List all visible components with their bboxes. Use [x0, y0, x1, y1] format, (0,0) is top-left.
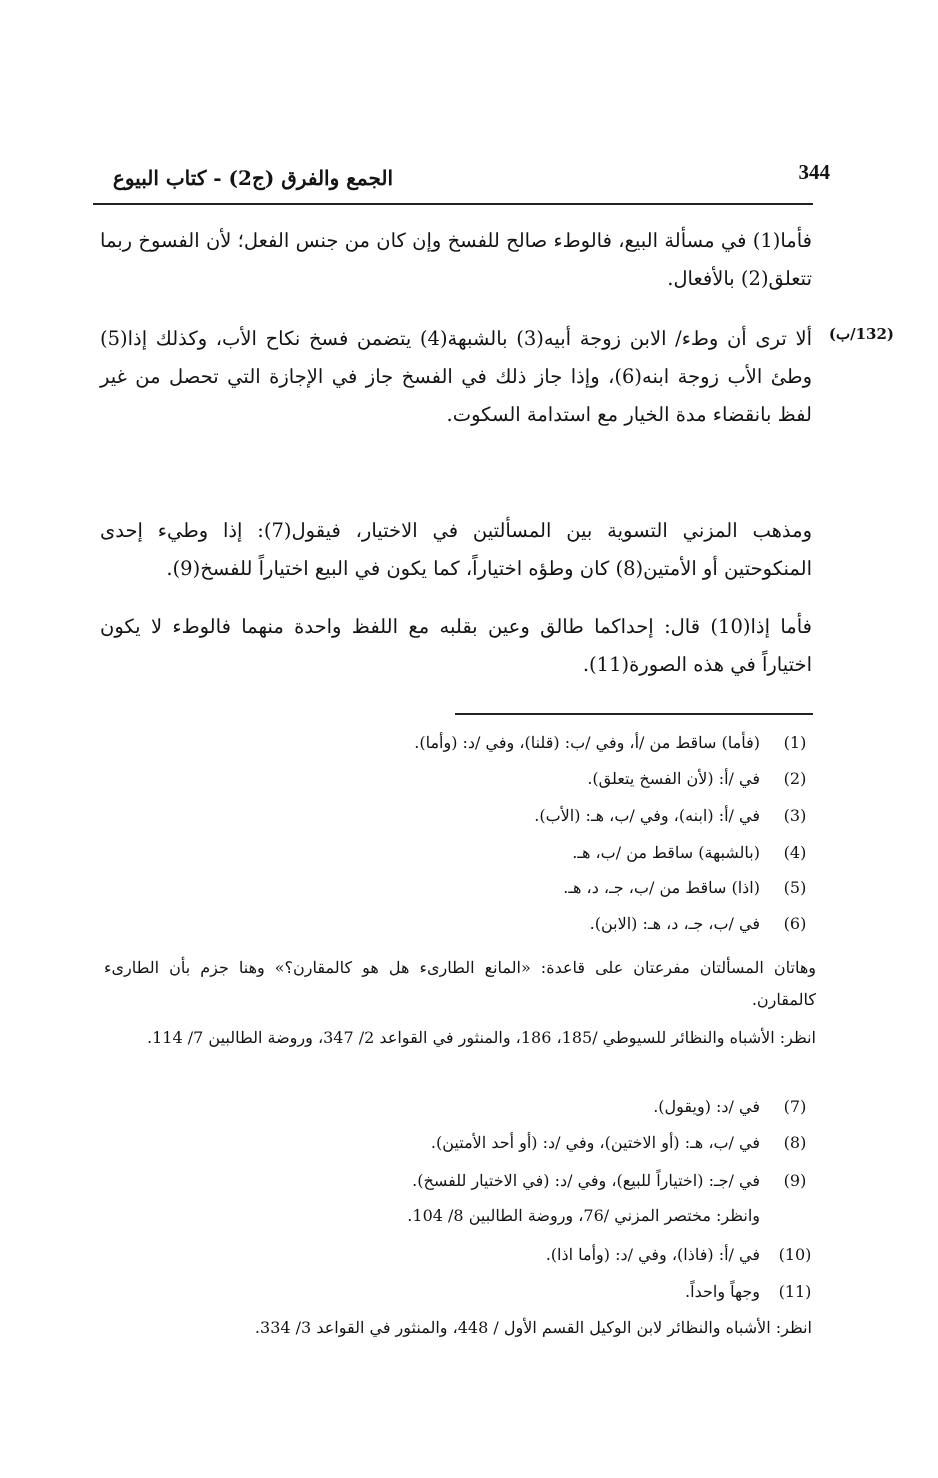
footnote-number: (10)	[778, 1245, 812, 1264]
footnote-text: وجهاً واحداً.	[685, 1282, 760, 1301]
footnote-text: في /ب، جـ، د، هـ: (الابن).	[589, 914, 760, 933]
footnote-number: (6)	[783, 914, 807, 933]
footnote-6-reference: انظر: الأشباه والنظائر للسيوطي /185، 186، والمنثور في القواعد 2/ 347، وروضة الطالبين 7/ 114.	[147, 1028, 816, 1047]
paragraph-3: ومذهب المزني التسوية بين المسألتين في الاختيار، فيقول(7): إذا وطيء إحدى المنكوحتين أو الأمتين(8) كان وطؤه اختياراً، كما يكون في البيع اختياراً للفسخ(9).	[100, 519, 812, 580]
footnote-number: (1)	[783, 733, 807, 752]
footnote-number: (8)	[783, 1133, 807, 1152]
footnote-5	[100, 873, 812, 903]
footnote-9	[100, 1166, 812, 1196]
footnote-4	[100, 838, 812, 868]
page-number: 344	[798, 160, 830, 184]
paragraph-4: فأما إذا(10) قال: إحداكما طالق وعين بقلبه مع اللفظ واحدة منهما فالوطء لا يكون اختياراً في هذه الصورة(11).	[100, 615, 812, 676]
footnote-10	[100, 1240, 812, 1270]
footnote-separator	[455, 713, 813, 715]
footnote-3	[100, 801, 812, 831]
paragraph-1: فأما(1) في مسألة البيع، فالوطء صالح للفسخ وإن كان من جنس الفعل؛ لأن الفسوخ ربما تتعلق(2) بالأفعال.	[100, 229, 812, 290]
footnote-number: (7)	[783, 1097, 807, 1116]
footnote-8	[100, 1128, 812, 1158]
footnote-text: في /د: (ويقول).	[653, 1097, 760, 1116]
footnote-6	[100, 909, 812, 939]
header-rule	[93, 203, 813, 205]
running-header-title: الجمع والفرق (ج2) - كتاب البيوع	[112, 166, 393, 190]
footnote-text: في /جـ: (اختياراً للبيع)، وفي /د: (في الاختيار للفسخ).	[412, 1171, 760, 1190]
footnote-text: (بالشبهة) ساقط من /ب، هـ.	[572, 843, 760, 862]
margin-folio-reference: (132/ب)	[828, 325, 894, 343]
footnote-number: (9)	[783, 1171, 807, 1190]
footnote-7	[100, 1092, 812, 1122]
footnote-text: في /أ: (فاذا)، وفي /د: (وأما اذا).	[545, 1245, 760, 1264]
footnote-number: (3)	[783, 806, 807, 825]
footnote-9-reference: وانظر: مختصر المزني /76، وروضة الطالبين 8/ 104.	[407, 1206, 760, 1225]
footnote-text: في /أ: (ابنه)، وفي /ب، هـ: (الأب).	[534, 806, 760, 825]
footnote-number: (2)	[783, 769, 807, 788]
paragraph-2: ألا ترى أن وطء/ الابن زوجة أبيه(3) بالشبهة(4) يتضمن فسخ نكاح الأب، وكذلك إذا(5) وطئ الأب زوجة ابنه(6)، وإذا جاز ذلك في الفسخ جاز في الإجازة التي تحصل من غير لفظ بانقضاء مدة الخيار مع استدامة السكوت.	[100, 327, 812, 426]
footnote-number: (4)	[783, 843, 807, 862]
footnote-text: في /أ: (لأن الفسخ يتعلق).	[587, 769, 760, 788]
footnote-number: (5)	[783, 878, 807, 897]
footnote-text: (فأما) ساقط من /أ، وفي /ب: (قلنا)، وفي /د: (وأما).	[414, 733, 760, 752]
footnote-text: في /ب، هـ: (أو الاختين)، وفي /د: (أو أحد الأمتين).	[430, 1133, 760, 1152]
footnote-2	[100, 764, 812, 794]
footnote-6-note: وهاتان المسألتان مفرعتان على قاعدة: «المانع الطارىء هل هو كالمقارن؟» وهنا جزم بأن الطارىء كالمقارن.	[104, 958, 816, 1009]
footnote-11	[100, 1277, 812, 1307]
footnote-1	[100, 728, 812, 758]
footnote-number: (11)	[778, 1282, 812, 1301]
footnote-11-reference: انظر: الأشباه والنظائر لابن الوكيل القسم الأول / 448، والمنثور في القواعد 3/ 334.	[254, 1318, 812, 1337]
footnote-text: (اذا) ساقط من /ب، جـ، د، هـ.	[563, 878, 760, 897]
